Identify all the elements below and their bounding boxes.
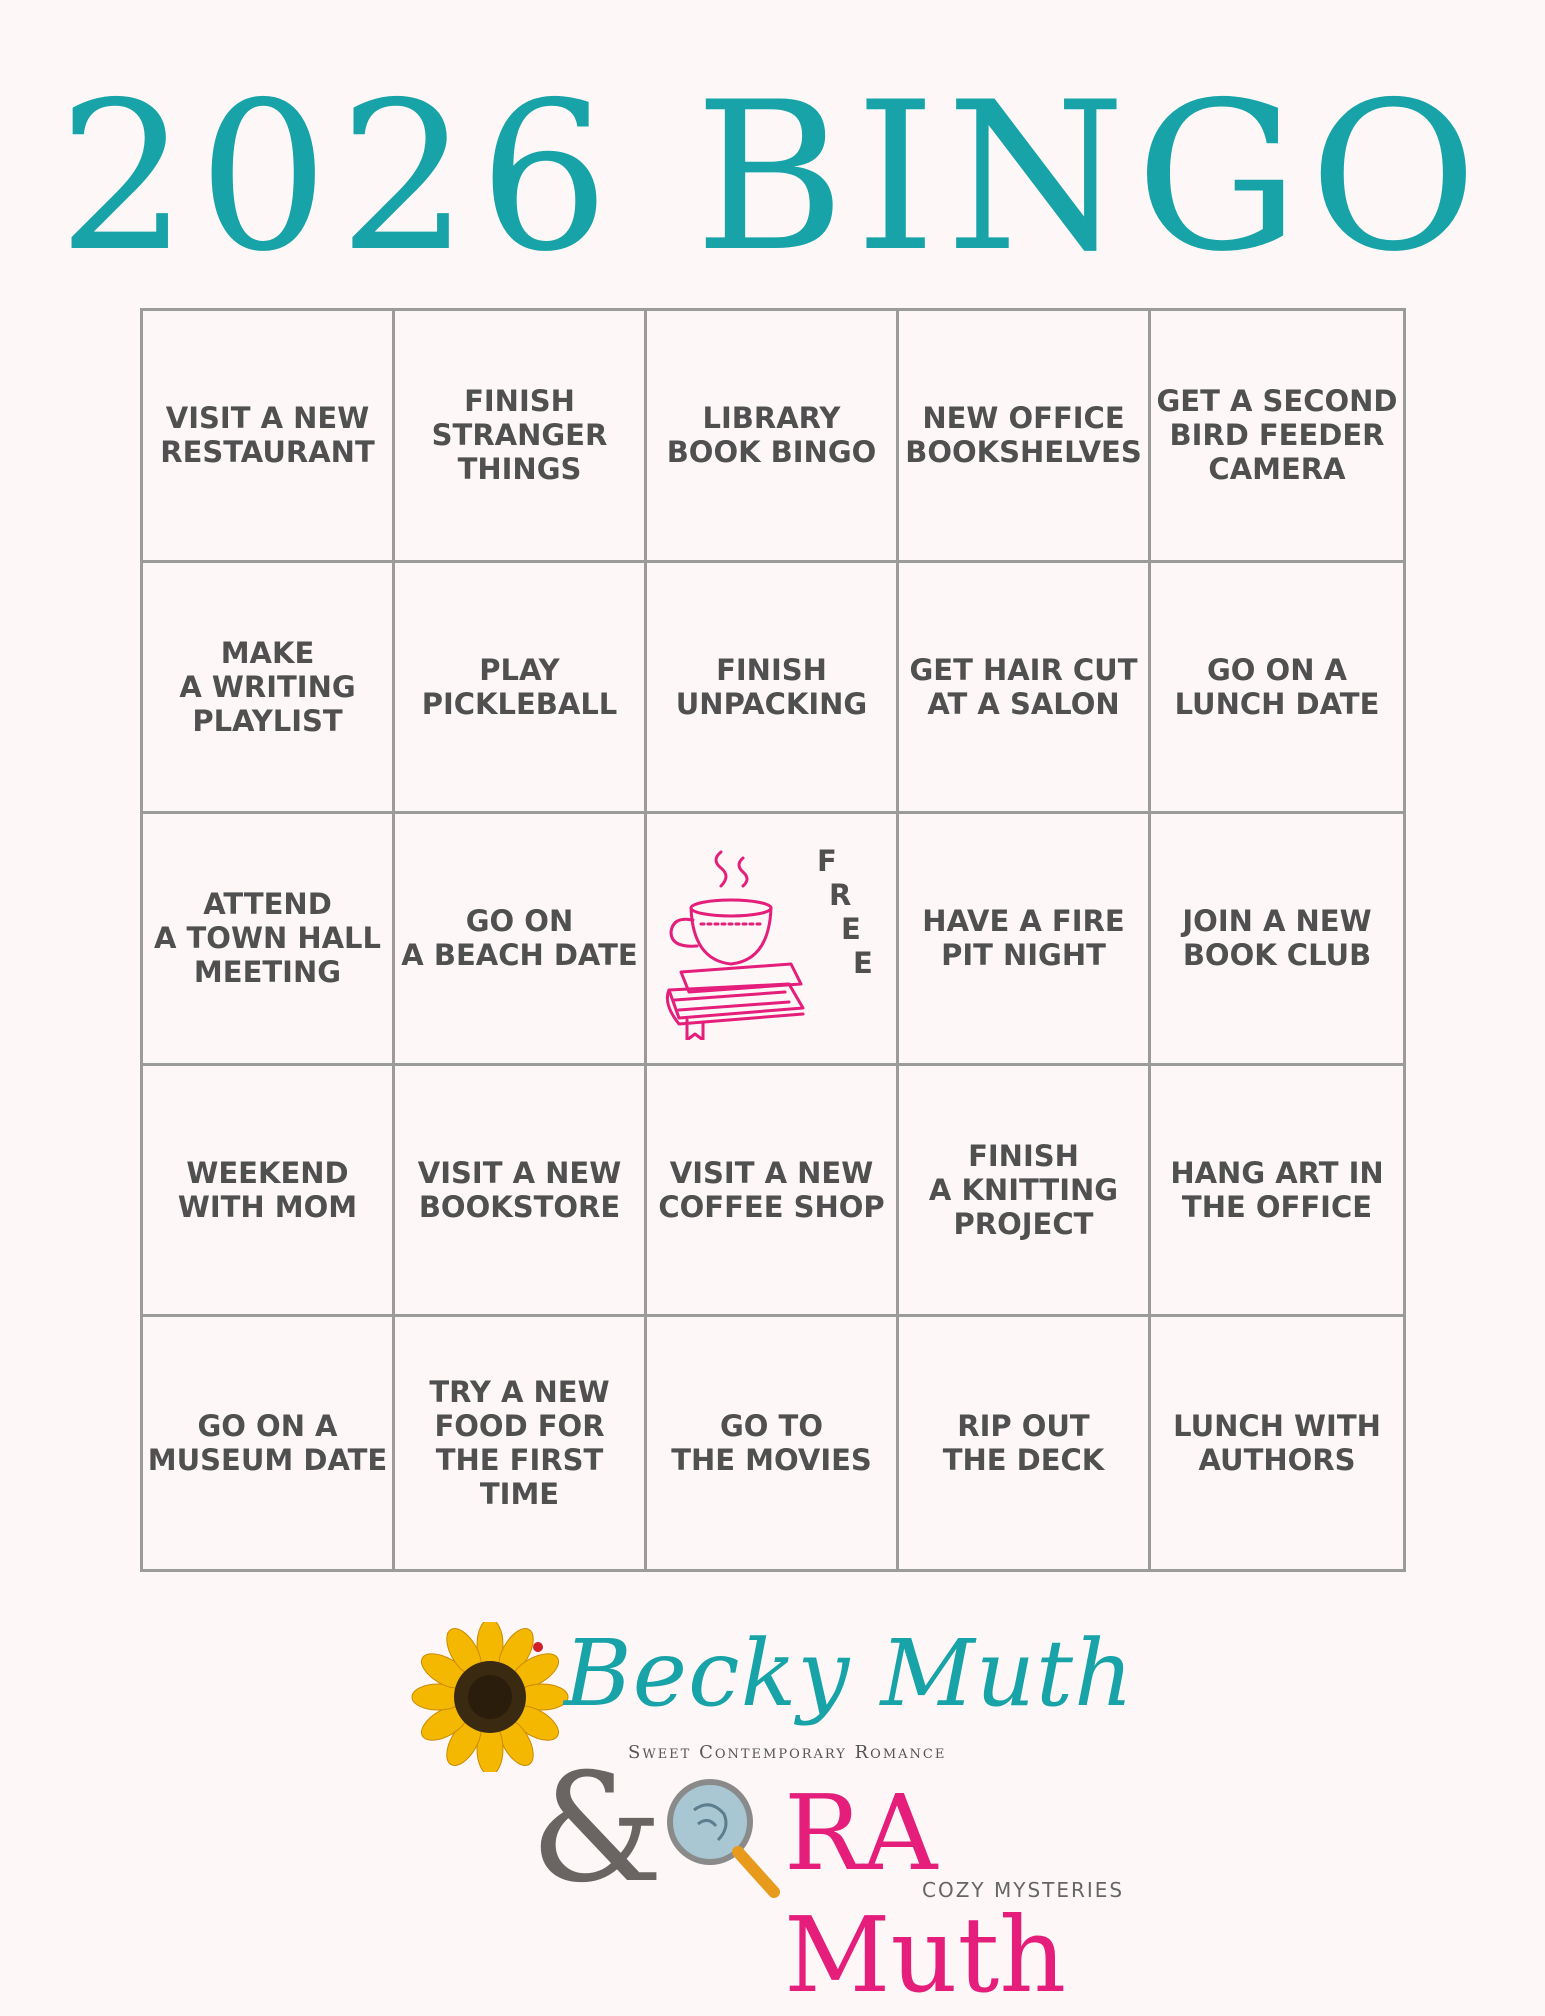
ra-muth-tagline: COZY MYSTERIES: [922, 1878, 1125, 1902]
cell-label: FINISH STRANGER THINGS: [431, 384, 608, 487]
bingo-cell[interactable]: [899, 563, 1151, 815]
ra-muth-name: RA Muth: [784, 1772, 1067, 2016]
bingo-cell[interactable]: [899, 1317, 1151, 1569]
bingo-cell[interactable]: [1151, 311, 1403, 563]
cell-label: NEW OFFICE BOOKSHELVES: [905, 401, 1142, 470]
bingo-cell[interactable]: [1151, 1317, 1403, 1569]
bingo-cell[interactable]: [899, 814, 1151, 1066]
cell-label: TRY A NEW FOOD FOR THE FIRST TIME: [429, 1375, 610, 1512]
magnifying-glass-icon: [658, 1772, 788, 1902]
bingo-cell[interactable]: [143, 1317, 395, 1569]
bingo-cell[interactable]: [647, 1066, 899, 1318]
bingo-cell[interactable]: [395, 563, 647, 815]
cell-label: VISIT A NEW BOOKSTORE: [417, 1156, 622, 1225]
bingo-cell[interactable]: [143, 563, 395, 815]
bingo-cell[interactable]: [647, 1317, 899, 1569]
free-letter-f: F: [817, 844, 837, 879]
author-logo: [400, 1612, 1160, 2016]
bingo-cell[interactable]: [143, 814, 395, 1066]
bingo-cell[interactable]: [395, 814, 647, 1066]
cell-label: HANG ART IN THE OFFICE: [1170, 1156, 1384, 1225]
cell-label: GO TO THE MOVIES: [671, 1409, 872, 1478]
bingo-cell[interactable]: [395, 1066, 647, 1318]
cell-label: FINISH A KNITTING PROJECT: [928, 1139, 1119, 1242]
cell-label: PLAY PICKLEBALL: [421, 652, 618, 721]
cell-label: GET HAIR CUT AT A SALON: [909, 652, 1138, 721]
free-letter-r: R: [829, 878, 852, 913]
cell-label: LUNCH WITH AUTHORS: [1173, 1409, 1381, 1478]
bingo-cell[interactable]: [899, 1066, 1151, 1318]
cell-label: VISIT A NEW RESTAURANT: [160, 401, 375, 470]
cell-label: ATTEND A TOWN HALL MEETING: [153, 887, 381, 990]
becky-muth-tagline: Sweet Contemporary Romance: [628, 1742, 947, 1763]
bingo-cell[interactable]: [1151, 814, 1403, 1066]
cell-label: HAVE A FIRE PIT NIGHT: [922, 904, 1125, 973]
bingo-cell[interactable]: [1151, 563, 1403, 815]
free-letter-e1: E: [841, 912, 861, 947]
cell-label: GO ON A BEACH DATE: [401, 904, 638, 973]
becky-muth-name: Becky Muth: [564, 1620, 1135, 1727]
free-space-cell[interactable]: [647, 814, 899, 1066]
free-letter-e2: E: [853, 946, 873, 981]
cell-label: GO ON A MUSEUM DATE: [147, 1409, 388, 1478]
cell-label: VISIT A NEW COFFEE SHOP: [658, 1156, 885, 1225]
cell-label: RIP OUT THE DECK: [942, 1409, 1105, 1478]
bingo-cell[interactable]: [143, 311, 395, 563]
cell-label: GO ON A LUNCH DATE: [1174, 652, 1380, 721]
bingo-cell[interactable]: [143, 1066, 395, 1318]
bingo-cell[interactable]: [899, 311, 1151, 563]
cell-label: WEEKEND WITH MOM: [177, 1156, 358, 1225]
bingo-cell[interactable]: [1151, 1066, 1403, 1318]
bingo-cell[interactable]: [647, 563, 899, 815]
cell-label: FINISH UNPACKING: [675, 652, 868, 721]
bingo-cell[interactable]: [647, 311, 899, 563]
cell-label: MAKE A WRITING PLAYLIST: [179, 635, 356, 738]
page-title: 2026 BINGO: [57, 59, 1488, 297]
cell-label: JOIN A NEW BOOK CLUB: [1182, 904, 1372, 973]
ampersand: &: [530, 1742, 664, 1916]
cell-label: LIBRARY BOOK BINGO: [666, 401, 877, 470]
bingo-cell[interactable]: [395, 1317, 647, 1569]
bingo-cell[interactable]: [395, 311, 647, 563]
bingo-grid: [140, 308, 1406, 1572]
cell-label: GET A SECOND BIRD FEEDER CAMERA: [1156, 384, 1398, 487]
